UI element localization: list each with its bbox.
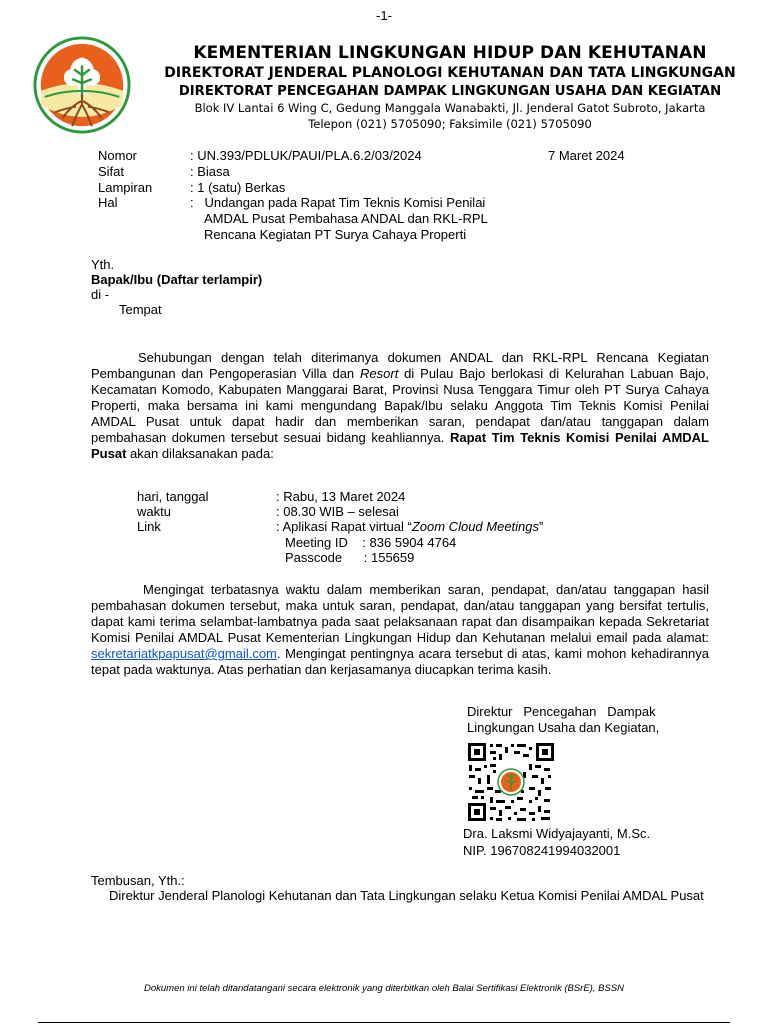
- schedule-date-value: : Rabu, 13 Maret 2024: [276, 489, 406, 504]
- addressee-place: Tempat: [119, 302, 162, 317]
- ministry-tree-logo-icon: [33, 36, 131, 134]
- email-link[interactable]: sekretariatkpapusat@gmail.com: [91, 646, 277, 661]
- signatory-nip: NIP. 196708241994032001: [463, 843, 621, 858]
- directorate-name: DIREKTORAT PENCEGAHAN DAMPAK LINGKUNGAN USAHA DAN KEGIATAN: [178, 84, 722, 99]
- schedule-time-value: : 08.30 WIB – selesai: [276, 504, 399, 519]
- meeting-id: Meeting ID : 836 5904 4764: [285, 535, 457, 550]
- ministry-name: KEMENTERIAN LINGKUNGAN HIDUP DAN KEHUTANAN: [193, 43, 707, 63]
- page-number: -1-: [376, 8, 392, 23]
- directorate-general-name: DIREKTORAT JENDERAL PLANOLOGI KEHUTANAN DAN TATA LINGKUNGAN: [164, 65, 736, 81]
- cc-item: Direktur Jenderal Planologi Kehutanan dan Tata Lingkungan selaku Ketua Komisi Penilai AMDAL Pusat: [109, 888, 704, 903]
- letterhead-contact: Telepon (021) 5705090; Faksimile (021) 5705090: [308, 117, 592, 131]
- schedule-time-label: waktu: [137, 504, 171, 519]
- signatory-title-line-2: Lingkungan Usaha dan Kegiatan,: [467, 720, 660, 735]
- lampiran-value: : 1 (satu) Berkas: [190, 180, 286, 195]
- schedule-date-label: hari, tanggal: [137, 489, 209, 504]
- body-paragraph-1: Sehubungan dengan telah diterimanya dokumen ANDAL dan RKL-RPL Rencana Kegiatan Pembangunan dan Pengoperasian Villa dan Resort di Pulau Bajo berlokasi di Kelurahan Labuan Bajo, Kecamatan Komodo, Kabupaten Manggarai Barat, Provinsi Nusa Tenggara Timur oleh PT Surya Cahaya Properti, maka bersama ini kami mengundang Bapak/Ibu selaku Anggota Tim Teknis Komisi Penilai AMDAL Pusat untuk dapat hadir dan memberikan saran, pendapat dan/atau tanggapan dalam pembahasan dokumen tersebut sesuai bidang keahliannya. Rapat Tim Teknis Komisi Penilai AMDAL Pusat akan dilaksanakan pada:: [91, 350, 709, 461]
- lampiran-label: Lampiran: [98, 180, 153, 195]
- signatory-name: Dra. Laksmi Widyajayanti, M.Sc.: [463, 826, 651, 841]
- footer-divider: [38, 1022, 730, 1023]
- nomor-label: Nomor: [98, 148, 138, 163]
- addressee-di: di -: [91, 287, 110, 302]
- letter-date: 7 Maret 2024: [548, 148, 625, 163]
- sifat-label: Sifat: [98, 164, 125, 179]
- hal-value-line-2: AMDAL Pusat Pembahasa ANDAL dan RKL-RPL: [204, 211, 488, 226]
- body-paragraph-2: Mengingat terbatasnya waktu dalam memberikan saran, pendapat, dan/atau tanggapan hasil pembahasan dokumen tersebut, maka untuk saran, pendapat, dan/atau tanggapan yang bersifat tertulis, dapat kami terima selambat-lambatnya pada saat pelaksanaan rapat dan disampaikan kepada Sekretariat Komisi Penilai AMDAL Pusat Kementerian Lingkungan Hidup dan Kehutanan melalui email pada alamat: sekretariatkpapusat@gmail.com. Mengingat pentingnya acara tersebut di atas, kami mohon kehadirannya tepat pada waktunya. Atas perhatian dan kerjasamanya diucapkan terima kasih.: [91, 582, 709, 677]
- sifat-value: : Biasa: [190, 164, 230, 179]
- yth-label: Yth.: [91, 257, 115, 272]
- letterhead-address: Blok IV Lantai 6 Wing C, Gedung Manggala Wanabakti, Jl. Jenderal Gatot Subroto, Jakarta: [194, 101, 706, 115]
- e-signature-footer-note: Dokumen ini telah ditandatangani secara elektronik yang diterbitkan oleh Balai Sertifikasi Elektronik (BSrE), BSSN: [144, 983, 624, 994]
- meeting-passcode: Passcode : 155659: [285, 550, 415, 565]
- hal-label: Hal: [98, 195, 118, 210]
- hal-value-line-1: : Undangan pada Rapat Tim Teknis Komisi Penilai: [190, 195, 486, 210]
- schedule-link-label: Link: [137, 519, 161, 534]
- nomor-value: : UN.393/PDLUK/PAUI/PLA.6.2/03/2024: [190, 148, 422, 163]
- signatory-title-line-1: Direktur Pencegahan Dampak: [467, 704, 656, 719]
- signature-qr-code-icon: [467, 742, 555, 822]
- schedule-link-value: : Aplikasi Rapat virtual “Zoom Cloud Meetings”: [276, 519, 544, 534]
- cc-label: Tembusan, Yth.:: [91, 873, 185, 888]
- hal-value-line-3: Rencana Kegiatan PT Surya Cahaya Properti: [204, 227, 467, 242]
- addressee-name: Bapak/Ibu (Daftar terlampir): [91, 272, 263, 287]
